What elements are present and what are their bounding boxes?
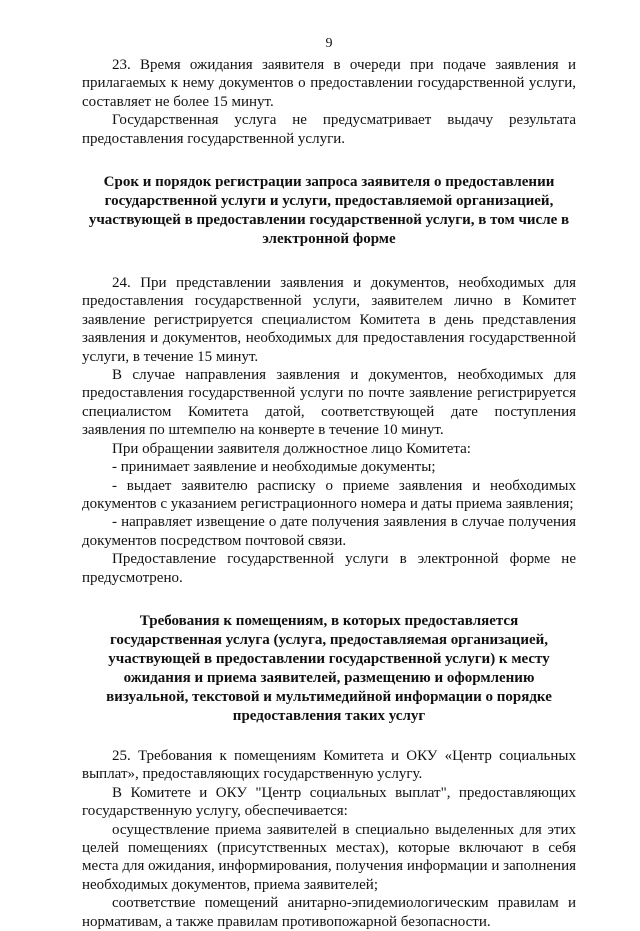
paragraph-24-electronic-form: Предоставление государственной услуги в электронной форме не предусмотрено.	[82, 551, 576, 586]
list-item-accepts-application: - принимает заявление и необходимые документы;	[112, 459, 436, 476]
section-heading-registration: Срок и порядок регистрации запроса заявителя о предоставлении государственной услуги и услуги, предоставляемой организацией, участвующей в предоставлении государственной услуги, в том числе в электронной форме	[88, 174, 570, 248]
paragraph-24-official-duties: При обращении заявителя должностное лицо Комитета:	[112, 440, 471, 457]
list-item-sends-notice: - направляет извещение о дате получения заявления в случае получения документов посредством почтовой связи.	[82, 514, 576, 549]
paragraph-24-by-mail: В случае направления заявления и документов, необходимых для предоставления государственной услуги по почте заявление регистрируется специалистом Комитета датой, соответствующей дате поступления заявления по штемпелю на конверте в течение 10 минут.	[82, 367, 576, 439]
paragraph-23-result: Государственная услуга не предусматривает выдачу результата предоставления государственной услуги.	[82, 112, 576, 147]
paragraph-25-requirements: 25. Требования к помещениям Комитета и ОКУ «Центр социальных выплат», предоставляющих государственную услугу.	[82, 747, 576, 783]
paragraph-25-provided: В Комитете и ОКУ "Центр социальных выплат", предоставляющих государственную услугу, обеспечивается:	[82, 784, 576, 820]
paragraph-25-compliance: соответствие помещений анитарно-эпидемиологическим правилам и нормативам, а также правилам противопожарной безопасности.	[82, 895, 576, 930]
paragraph-23-waiting-time: 23. Время ожидания заявителя в очереди при подаче заявления и прилагаемых к нему документов о предоставлении государственной услуги, составляет не более 15 минут.	[82, 57, 576, 110]
list-item-issues-receipt: - выдает заявителю расписку о приеме заявления и необходимых документов с указанием регистрационного номера и даты приема заявления;	[82, 477, 576, 512]
paragraph-24-in-person: 24. При представлении заявления и документов, необходимых для предоставления государственной услуги, заявителем лично в Комитет заявление регистрируется специалистом Комитета в день представления заявления и документов, необходимых для предоставления государственной услуги, в течение 15 минут.	[82, 275, 576, 365]
page-number: 9	[325, 36, 333, 51]
paragraph-25-reception: осуществление приема заявителей в специально выделенных для этих целей помещениях (присутственных местах), которые включают в себя места для ожидания, информирования, получения информации и заполнения необходимых документов, приема заявителей;	[82, 821, 576, 893]
section-heading-premises: Требования к помещениям, в которых предоставляется государственная услуга (услуга, предоставляемая организацией, участвующей в предоставлении государственной услуги) к месту ожидания и приема заявителей, размещению и оформлению визуальной, текстовой и мультимедийной информации о порядке предоставления таких услуг	[106, 612, 552, 724]
